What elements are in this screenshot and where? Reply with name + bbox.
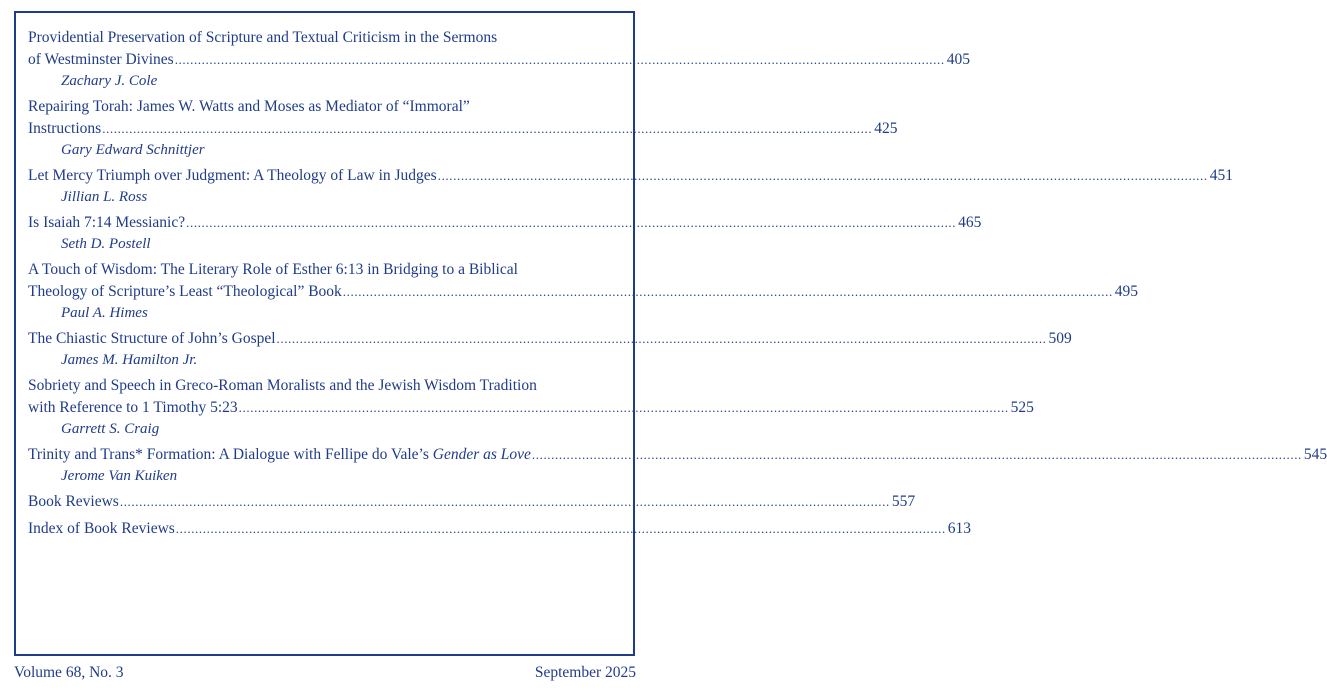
page-number: 425: [874, 120, 898, 137]
entry-title-last-line: [28, 118, 898, 140]
entry-title-text: Index of Book Reviews: [28, 520, 175, 537]
entry-title-last-line: [28, 165, 1233, 187]
entry-title-text: Let Mercy Triumph over Judgment: A Theology of Law in Judges: [28, 167, 437, 184]
entry-title-last-line: [28, 328, 1072, 350]
leader-dots: ........................................................................................................................................................................................................: [342, 284, 1113, 299]
toc-entry: [28, 212, 982, 254]
page-number: 525: [1010, 399, 1034, 416]
leader-dots: ........................................................................................................................................................................................................: [175, 521, 946, 536]
toc-entry: [28, 491, 916, 513]
entry-author: Garrett S. Craig: [61, 421, 160, 437]
entry-author: Seth D. Postell: [61, 236, 151, 252]
entry-title-text: The Chiastic Structure of John’s Gospel: [28, 330, 276, 347]
toc-entry: [28, 259, 1139, 323]
page-number: 465: [958, 214, 982, 231]
page-number: 405: [946, 51, 970, 68]
entry-title-text: Instructions: [28, 120, 102, 137]
entry-author: Gary Edward Schnittjer: [61, 142, 205, 158]
leader-dots: ........................................................................................................................................................................................................: [437, 168, 1208, 183]
leader-dots: ........................................................................................................................................................................................................: [174, 52, 945, 67]
issue-date: September 2025: [534, 664, 636, 681]
entry-title-italic: Gender as Love: [432, 446, 531, 463]
entry-title-last-line: [28, 49, 970, 71]
table-of-contents: [28, 27, 1327, 545]
page-number: 557: [891, 493, 916, 510]
entry-title-last-line: [28, 444, 1327, 466]
toc-entry: [28, 518, 972, 540]
toc-entry: [28, 27, 970, 91]
entry-title-text: Theology of Scripture’s Least “Theological” Book: [28, 283, 342, 300]
entry-author: Paul A. Himes: [61, 305, 148, 321]
entry-title-last-line: [28, 491, 916, 513]
entry-title-line: Providential Preservation of Scripture and Textual Criticism in the Sermons: [28, 29, 498, 46]
entry-title-line: Sobriety and Speech in Greco-Roman Moralists and the Jewish Wisdom Tradition: [28, 377, 537, 394]
entry-title-last-line: [28, 212, 982, 234]
leader-dots: ........................................................................................................................................................................................................: [276, 331, 1047, 346]
entry-title-text: with Reference to 1 Timothy 5:23: [28, 399, 238, 416]
entry-author: Jerome Van Kuiken: [61, 468, 178, 484]
toc-entry: [28, 444, 1327, 486]
entry-title-text: Trinity and Trans* Formation: A Dialogue with Fellipe do Vale’s Gender as Love: [28, 446, 531, 463]
leader-dots: ........................................................................................................................................................................................................: [238, 400, 1009, 415]
entry-author: Jillian L. Ross: [61, 189, 148, 205]
entry-title-last-line: [28, 397, 1034, 419]
toc-entry: [28, 375, 1034, 439]
toc-entry: [28, 328, 1072, 370]
page-number: 451: [1209, 167, 1233, 184]
entry-title-text: Book Reviews: [28, 493, 119, 510]
toc-entry: [28, 165, 1233, 207]
volume-issue: Volume 68, No. 3: [14, 664, 124, 681]
page-footer: [14, 664, 636, 682]
entry-title-line: Repairing Torah: James W. Watts and Moses as Mediator of “Immoral”: [28, 98, 470, 115]
leader-dots: ........................................................................................................................................................................................................: [186, 215, 957, 230]
leader-dots: ........................................................................................................................................................................................................: [119, 494, 890, 509]
entry-author: Zachary J. Cole: [61, 73, 158, 89]
page-number: 613: [947, 520, 972, 537]
contents-frame: [14, 11, 1327, 656]
leader-dots: ........................................................................................................................................................................................................: [102, 121, 873, 136]
page-number: 545: [1303, 446, 1327, 463]
entry-title-text: of Westminster Divines: [28, 51, 174, 68]
page-number: 509: [1048, 330, 1072, 347]
entry-title-last-line: [28, 281, 1139, 303]
page-number: 495: [1114, 283, 1139, 300]
entry-title-line: A Touch of Wisdom: The Literary Role of Esther 6:13 in Bridging to a Biblical: [28, 261, 518, 278]
leader-dots: ........................................................................................................................................................................................................: [531, 447, 1302, 462]
entry-title-last-line: [28, 518, 972, 540]
entry-author: James M. Hamilton Jr.: [61, 352, 198, 368]
toc-entry: [28, 96, 898, 160]
entry-title-text: Is Isaiah 7:14 Messianic?: [28, 214, 186, 231]
